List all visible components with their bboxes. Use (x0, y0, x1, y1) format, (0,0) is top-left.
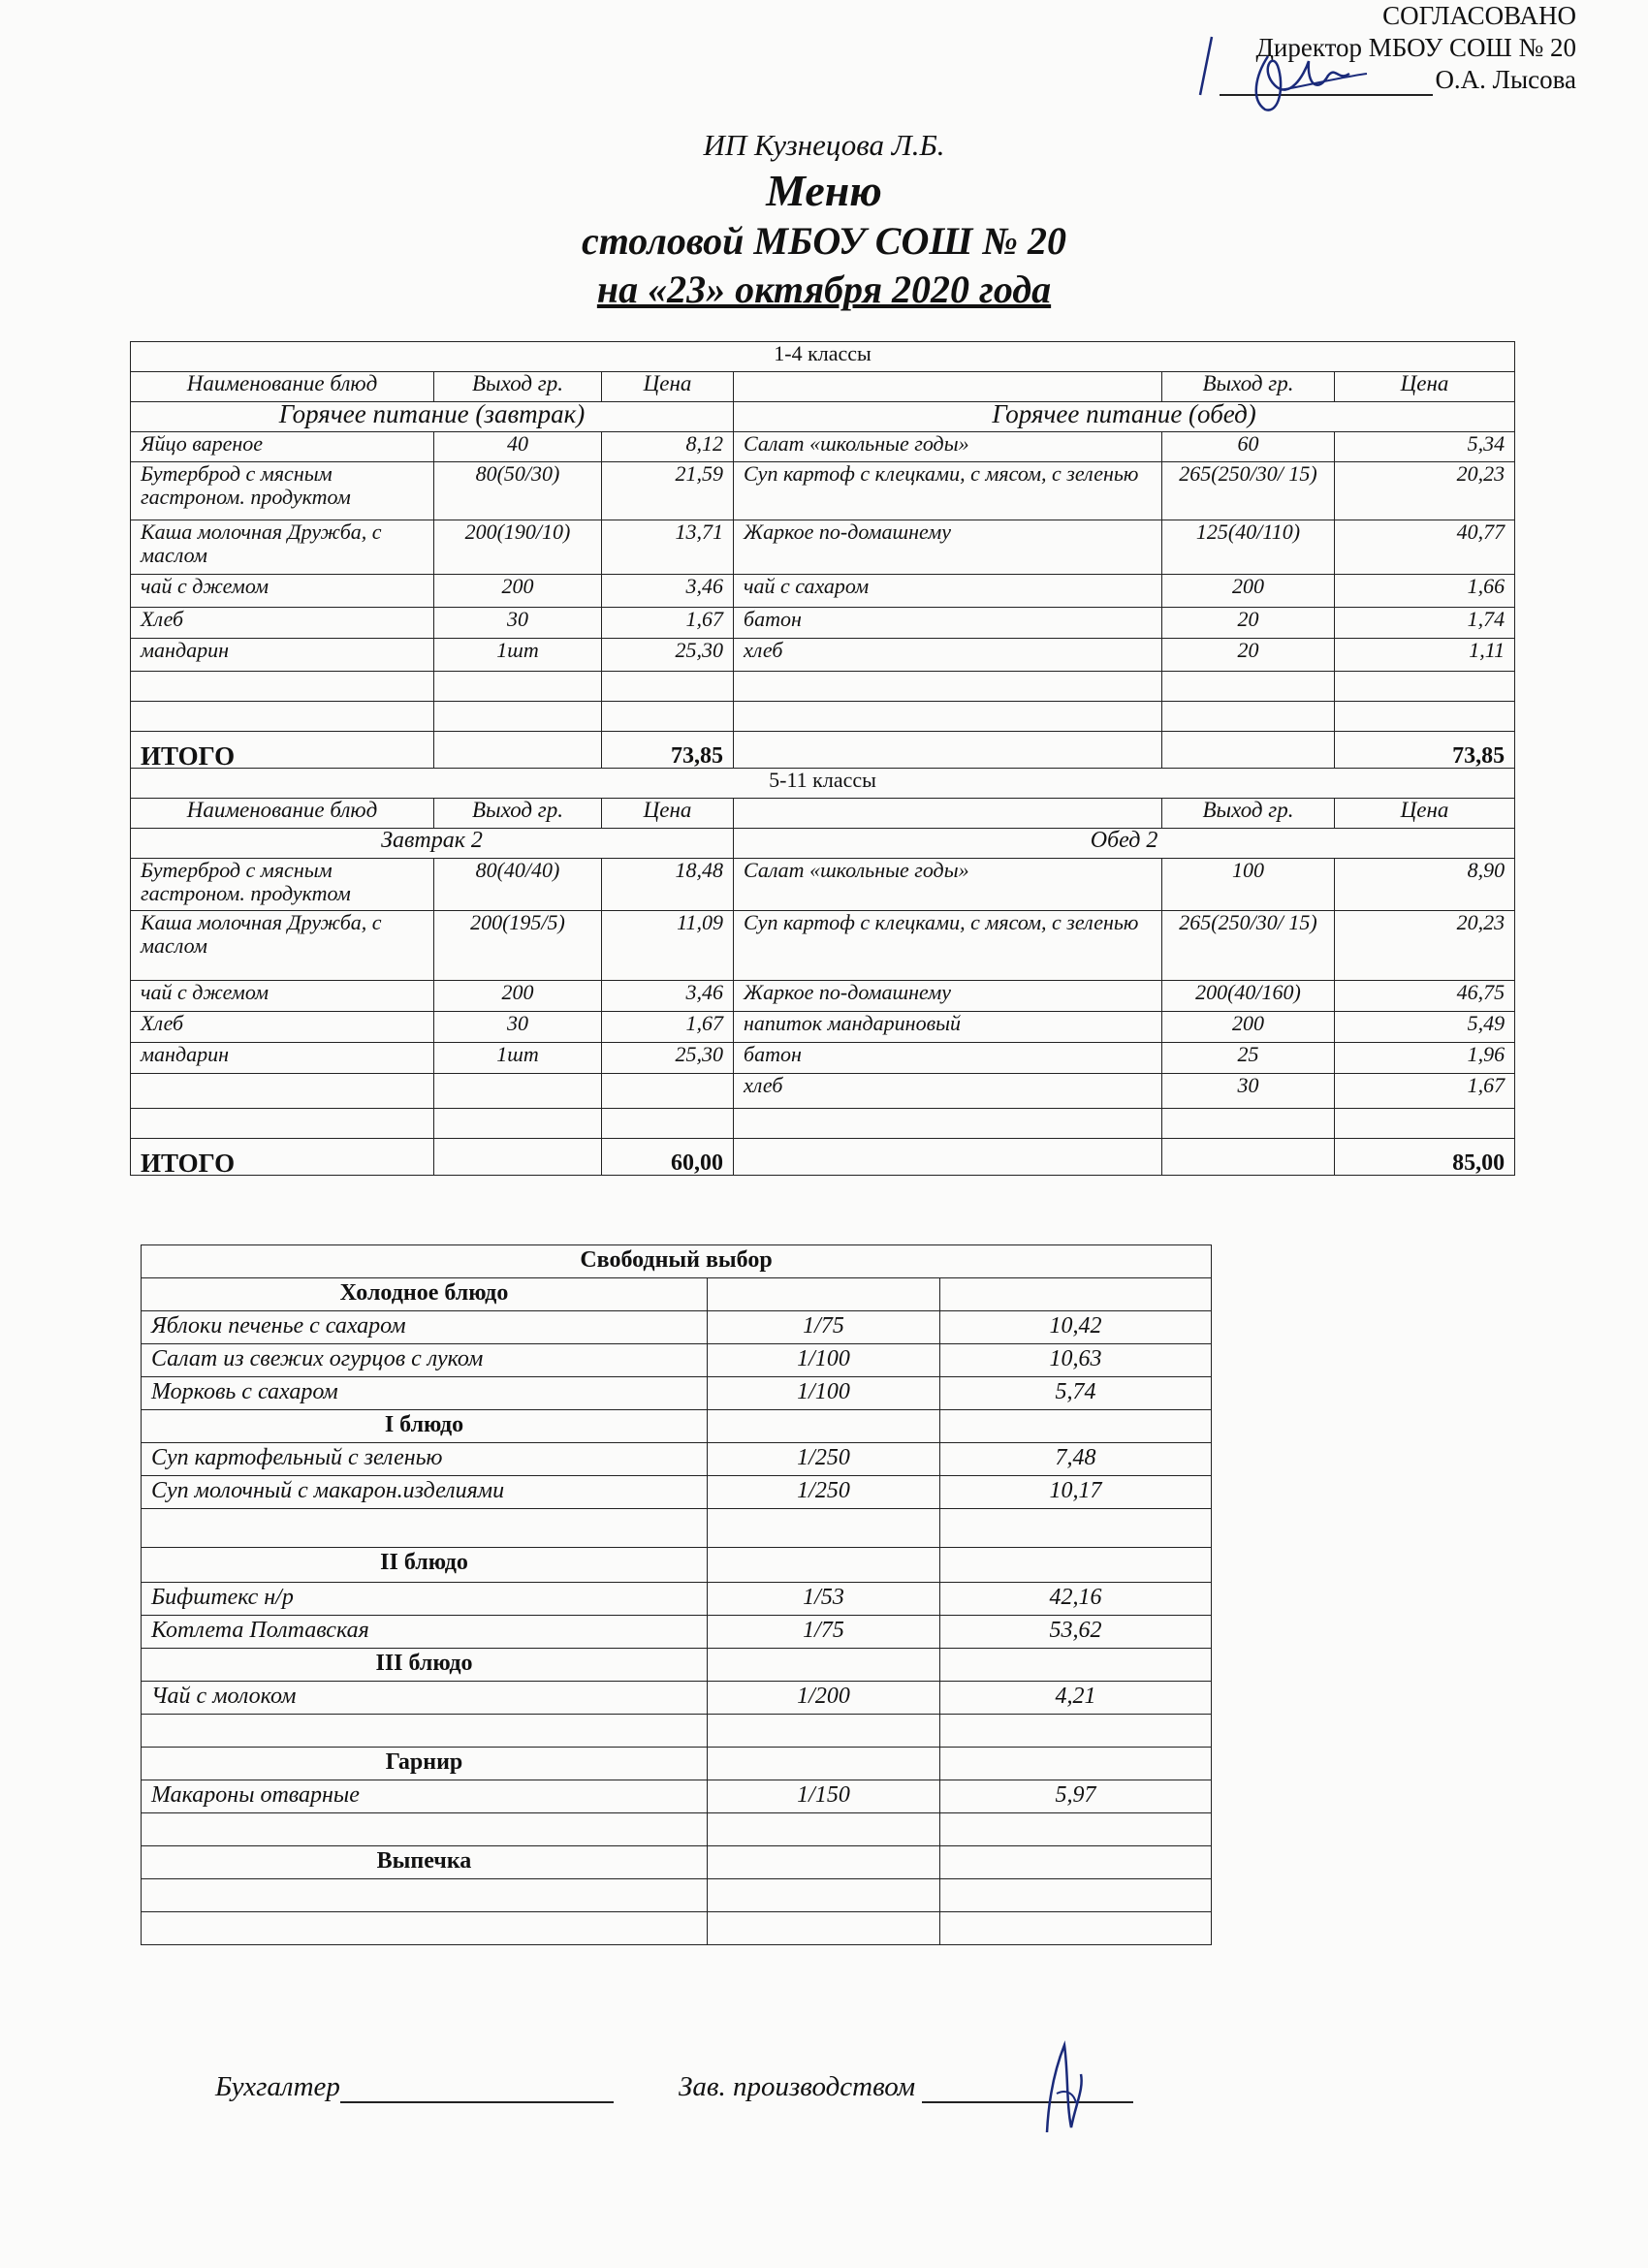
dish-row (131, 608, 1515, 639)
empty-cell (708, 1649, 940, 1682)
empty-row (131, 1109, 1515, 1139)
dish-price (602, 1074, 734, 1109)
menu-table (130, 341, 1515, 1176)
column-header-row (131, 799, 1515, 829)
meal-title-left: Горячее питание (завтрак) (131, 402, 734, 432)
dish-yield-right: 200 (1162, 1012, 1335, 1043)
empty-cell (940, 1912, 1212, 1945)
dish-yield-right: 265(250/30/ 15) (1162, 462, 1335, 520)
empty-cell (708, 1278, 940, 1311)
manager-signature (1028, 2035, 1105, 2152)
menu-table-body (131, 342, 1515, 1176)
empty-cell (434, 672, 602, 702)
dish-price: 25,30 (602, 639, 734, 672)
dish-yield-right: 100 (1162, 859, 1335, 911)
dish-price-right: 40,77 (1335, 520, 1515, 575)
dish-name-right: чай с сахаром (734, 575, 1162, 608)
dish-name-right: хлеб (734, 639, 1162, 672)
empty-cell (708, 1813, 940, 1846)
dish-yield-right: 20 (1162, 608, 1335, 639)
empty-cell (940, 1278, 1212, 1311)
dish-name-right: Салат «школьные годы» (734, 432, 1162, 462)
empty-row (142, 1912, 1212, 1945)
dish-yield: 200(195/5) (434, 911, 602, 981)
empty-cell (940, 1410, 1212, 1443)
category-cold: Холодное блюдо (142, 1278, 708, 1311)
organization: ИП Кузнецова Л.Б. (703, 128, 945, 162)
dish-name: чай с джемом (131, 575, 434, 608)
dish-yield: 1шт (434, 1043, 602, 1074)
dish-price: 3,46 (602, 981, 734, 1012)
dish-row (131, 1012, 1515, 1043)
document-date: на «23» октября 2020 года (596, 268, 1052, 311)
menu-item-row (142, 1682, 1212, 1715)
dish-yield-right: 30 (1162, 1074, 1335, 1109)
item-yield: 1/150 (708, 1780, 940, 1813)
grade-heading: 1-4 классы (131, 342, 1515, 372)
meal-title-right: Обед 2 (734, 829, 1515, 859)
category-bakery: Выпечка (142, 1846, 708, 1879)
approval-heading: СОГЛАСОВАНО (1382, 1, 1576, 30)
empty-cell (1162, 702, 1335, 732)
total-row (131, 732, 1515, 769)
column-header-row (131, 372, 1515, 402)
empty-row (142, 1813, 1212, 1846)
grade-row (131, 769, 1515, 799)
empty-cell (708, 1509, 940, 1548)
dish-name: Каша молочная Дружба, с маслом (131, 911, 434, 981)
category-row (142, 1548, 1212, 1583)
dish-row (131, 520, 1515, 575)
empty-cell (434, 1109, 602, 1139)
empty-cell (434, 702, 602, 732)
dish-name: мандарин (131, 639, 434, 672)
footer-accountant (215, 2069, 614, 2103)
dish-yield: 40 (434, 432, 602, 462)
item-name: Суп картофельный с зеленью (142, 1443, 708, 1476)
empty-cell (940, 1813, 1212, 1846)
empty-cell (708, 1748, 940, 1780)
empty-cell (708, 1879, 940, 1912)
dish-yield: 80(40/40) (434, 859, 602, 911)
free-choice-table (141, 1244, 1212, 1945)
dish-name: чай с джемом (131, 981, 434, 1012)
empty-row (131, 702, 1515, 732)
item-yield: 1/53 (708, 1583, 940, 1616)
meal-title-left: Завтрак 2 (131, 829, 734, 859)
dish-price-right: 5,49 (1335, 1012, 1515, 1043)
col-name-header-right (734, 799, 1162, 829)
empty-cell (602, 672, 734, 702)
col-yield-header-right: Выход гр. (1162, 799, 1335, 829)
total-left-value: 60,00 (602, 1139, 734, 1176)
dish-yield-right: 125(40/110) (1162, 520, 1335, 575)
item-price: 10,63 (940, 1344, 1212, 1377)
menu-item-row (142, 1583, 1212, 1616)
empty-cell (131, 672, 434, 702)
empty-cell (734, 1109, 1162, 1139)
empty-cell (940, 1748, 1212, 1780)
dish-price-right: 1,74 (1335, 608, 1515, 639)
total-right-value: 73,85 (1335, 732, 1515, 769)
free-choice-body (142, 1245, 1212, 1945)
dish-yield-right: 200(40/160) (1162, 981, 1335, 1012)
dish-name (131, 1074, 434, 1109)
empty-cell (142, 1715, 708, 1748)
dish-price-right: 20,23 (1335, 911, 1515, 981)
dish-price: 21,59 (602, 462, 734, 520)
dish-yield-right: 25 (1162, 1043, 1335, 1074)
total-row (131, 1139, 1515, 1176)
category-second: II блюдо (142, 1548, 708, 1583)
menu-item-row (142, 1344, 1212, 1377)
document-subtitle: столовой МБОУ СОШ № 20 (581, 219, 1067, 263)
dish-yield-right: 20 (1162, 639, 1335, 672)
dish-name: мандарин (131, 1043, 434, 1074)
empty-cell (1335, 702, 1515, 732)
empty-cell (142, 1813, 708, 1846)
dish-yield: 200 (434, 981, 602, 1012)
total-empty (1162, 732, 1335, 769)
dish-price: 11,09 (602, 911, 734, 981)
document-title: Меню (766, 166, 882, 215)
dish-price-right: 8,90 (1335, 859, 1515, 911)
item-yield: 1/75 (708, 1311, 940, 1344)
meal-title-row (131, 829, 1515, 859)
dish-name-right: батон (734, 608, 1162, 639)
empty-cell (940, 1649, 1212, 1682)
category-row (142, 1846, 1212, 1879)
empty-row (131, 672, 1515, 702)
col-price-header: Цена (602, 372, 734, 402)
dish-price: 1,67 (602, 608, 734, 639)
category-row (142, 1410, 1212, 1443)
empty-cell (708, 1410, 940, 1443)
item-name: Котлета Полтавская (142, 1616, 708, 1649)
dish-name-right: Жаркое по-домашнему (734, 981, 1162, 1012)
empty-cell (940, 1715, 1212, 1748)
total-right-value: 85,00 (1335, 1139, 1515, 1176)
item-yield: 1/250 (708, 1443, 940, 1476)
empty-cell (940, 1846, 1212, 1879)
dish-name: Яйцо вареное (131, 432, 434, 462)
category-third: III блюдо (142, 1649, 708, 1682)
menu-item-row (142, 1377, 1212, 1410)
dish-price: 18,48 (602, 859, 734, 911)
dish-name: Бутерброд с мясным гастроном. продуктом (131, 859, 434, 911)
dish-row (131, 462, 1515, 520)
dish-price-right: 5,34 (1335, 432, 1515, 462)
dish-yield-right: 200 (1162, 575, 1335, 608)
dish-price: 8,12 (602, 432, 734, 462)
dish-row (131, 911, 1515, 981)
empty-cell (940, 1509, 1212, 1548)
empty-cell (602, 1109, 734, 1139)
empty-cell (708, 1912, 940, 1945)
item-name: Морковь с сахаром (142, 1377, 708, 1410)
col-price-header-right: Цена (1335, 799, 1515, 829)
manager-label: Зав. производством (679, 2071, 916, 2102)
item-name: Чай с молоком (142, 1682, 708, 1715)
empty-row (142, 1509, 1212, 1548)
empty-cell (142, 1509, 708, 1548)
item-yield: 1/100 (708, 1344, 940, 1377)
category-garnish: Гарнир (142, 1748, 708, 1780)
menu-item-row (142, 1616, 1212, 1649)
free-choice-title: Свободный выбор (142, 1245, 1212, 1278)
item-name: Яблоки печенье с сахаром (142, 1311, 708, 1344)
dish-row (131, 575, 1515, 608)
meal-title-right: Горячее питание (обед) (734, 402, 1515, 432)
category-first: I блюдо (142, 1410, 708, 1443)
dish-yield: 1шт (434, 639, 602, 672)
total-label: ИТОГО (131, 1139, 434, 1176)
category-row (142, 1649, 1212, 1682)
empty-cell (131, 702, 434, 732)
total-empty (1162, 1139, 1335, 1176)
empty-cell (142, 1879, 708, 1912)
dish-row (131, 1074, 1515, 1109)
item-yield: 1/75 (708, 1616, 940, 1649)
col-yield-header: Выход гр. (434, 372, 602, 402)
grade-heading: 5-11 классы (131, 769, 1515, 799)
dish-yield: 200 (434, 575, 602, 608)
dish-yield-right: 60 (1162, 432, 1335, 462)
empty-cell (708, 1846, 940, 1879)
total-empty (434, 732, 602, 769)
dish-row (131, 1043, 1515, 1074)
item-name: Салат из свежих огурцов с луком (142, 1344, 708, 1377)
total-empty (734, 732, 1162, 769)
col-yield-header-right: Выход гр. (1162, 372, 1335, 402)
dish-yield: 200(190/10) (434, 520, 602, 575)
dish-name-right: Жаркое по-домашнему (734, 520, 1162, 575)
dish-price: 25,30 (602, 1043, 734, 1074)
item-name: Макароны отварные (142, 1780, 708, 1813)
dish-price-right: 46,75 (1335, 981, 1515, 1012)
total-empty (434, 1139, 602, 1176)
item-name: Бифштекс н/р (142, 1583, 708, 1616)
dish-row (131, 432, 1515, 462)
empty-cell (1335, 672, 1515, 702)
dish-name: Каша молочная Дружба, с маслом (131, 520, 434, 575)
dish-name-right: Салат «школьные годы» (734, 859, 1162, 911)
dish-yield: 80(50/30) (434, 462, 602, 520)
director-signature (1183, 17, 1396, 124)
document-header (0, 126, 1648, 314)
empty-cell (940, 1879, 1212, 1912)
menu-item-row (142, 1780, 1212, 1813)
item-price: 5,74 (940, 1377, 1212, 1410)
approval-name: О.А. Лысова (1435, 65, 1576, 94)
dish-name-right: хлеб (734, 1074, 1162, 1109)
category-row (142, 1278, 1212, 1311)
empty-cell (734, 672, 1162, 702)
empty-cell (1162, 1109, 1335, 1139)
dish-yield: 30 (434, 1012, 602, 1043)
item-yield: 1/200 (708, 1682, 940, 1715)
item-yield: 1/100 (708, 1377, 940, 1410)
dish-name-right: Суп картоф с клецками, с мясом, с зеленью (734, 462, 1162, 520)
col-name-header: Наименование блюд (131, 372, 434, 402)
dish-price: 3,46 (602, 575, 734, 608)
item-price: 42,16 (940, 1583, 1212, 1616)
item-price: 7,48 (940, 1443, 1212, 1476)
meal-title-row (131, 402, 1515, 432)
dish-price-right: 1,67 (1335, 1074, 1515, 1109)
empty-cell (131, 1109, 434, 1139)
total-empty (734, 1139, 1162, 1176)
col-price-header-right: Цена (1335, 372, 1515, 402)
dish-price-right: 1,66 (1335, 575, 1515, 608)
empty-row (142, 1715, 1212, 1748)
empty-cell (1162, 672, 1335, 702)
col-name-header-right (734, 372, 1162, 402)
dish-row (131, 639, 1515, 672)
dish-name: Хлеб (131, 608, 434, 639)
dish-yield (434, 1074, 602, 1109)
item-price: 10,42 (940, 1311, 1212, 1344)
item-price: 5,97 (940, 1780, 1212, 1813)
empty-cell (602, 702, 734, 732)
item-price: 53,62 (940, 1616, 1212, 1649)
empty-cell (1335, 1109, 1515, 1139)
total-label: ИТОГО (131, 732, 434, 769)
menu-item-row (142, 1476, 1212, 1509)
item-price: 4,21 (940, 1682, 1212, 1715)
col-yield-header: Выход гр. (434, 799, 602, 829)
free-choice-title-row (142, 1245, 1212, 1278)
dish-name-right: напиток мандариновый (734, 1012, 1162, 1043)
item-yield: 1/250 (708, 1476, 940, 1509)
dish-price: 13,71 (602, 520, 734, 575)
dish-price: 1,67 (602, 1012, 734, 1043)
dish-price-right: 1,96 (1335, 1043, 1515, 1074)
total-left-value: 73,85 (602, 732, 734, 769)
item-price: 10,17 (940, 1476, 1212, 1509)
empty-cell (734, 702, 1162, 732)
empty-cell (142, 1912, 708, 1945)
dish-row (131, 981, 1515, 1012)
empty-cell (708, 1548, 940, 1583)
col-price-header: Цена (602, 799, 734, 829)
item-name: Суп молочный с макарон.изделиями (142, 1476, 708, 1509)
dish-price-right: 20,23 (1335, 462, 1515, 520)
dish-row (131, 859, 1515, 911)
empty-cell (708, 1715, 940, 1748)
empty-row (142, 1879, 1212, 1912)
approval-director: Директор МБОУ СОШ № 20 (1255, 33, 1576, 62)
empty-cell (940, 1548, 1212, 1583)
dish-name-right: Суп картоф с клецками, с мясом, с зеленью (734, 911, 1162, 981)
accountant-label: Бухгалтер (215, 2071, 340, 2102)
dish-name: Бутерброд с мясным гастроном. продуктом (131, 462, 434, 520)
grade-row (131, 342, 1515, 372)
dish-name: Хлеб (131, 1012, 434, 1043)
col-name-header: Наименование блюд (131, 799, 434, 829)
dish-name-right: батон (734, 1043, 1162, 1074)
category-row (142, 1748, 1212, 1780)
dish-yield: 30 (434, 608, 602, 639)
accountant-signature-line (340, 2069, 614, 2103)
menu-item-row (142, 1311, 1212, 1344)
menu-item-row (142, 1443, 1212, 1476)
dish-price-right: 1,11 (1335, 639, 1515, 672)
dish-yield-right: 265(250/30/ 15) (1162, 911, 1335, 981)
